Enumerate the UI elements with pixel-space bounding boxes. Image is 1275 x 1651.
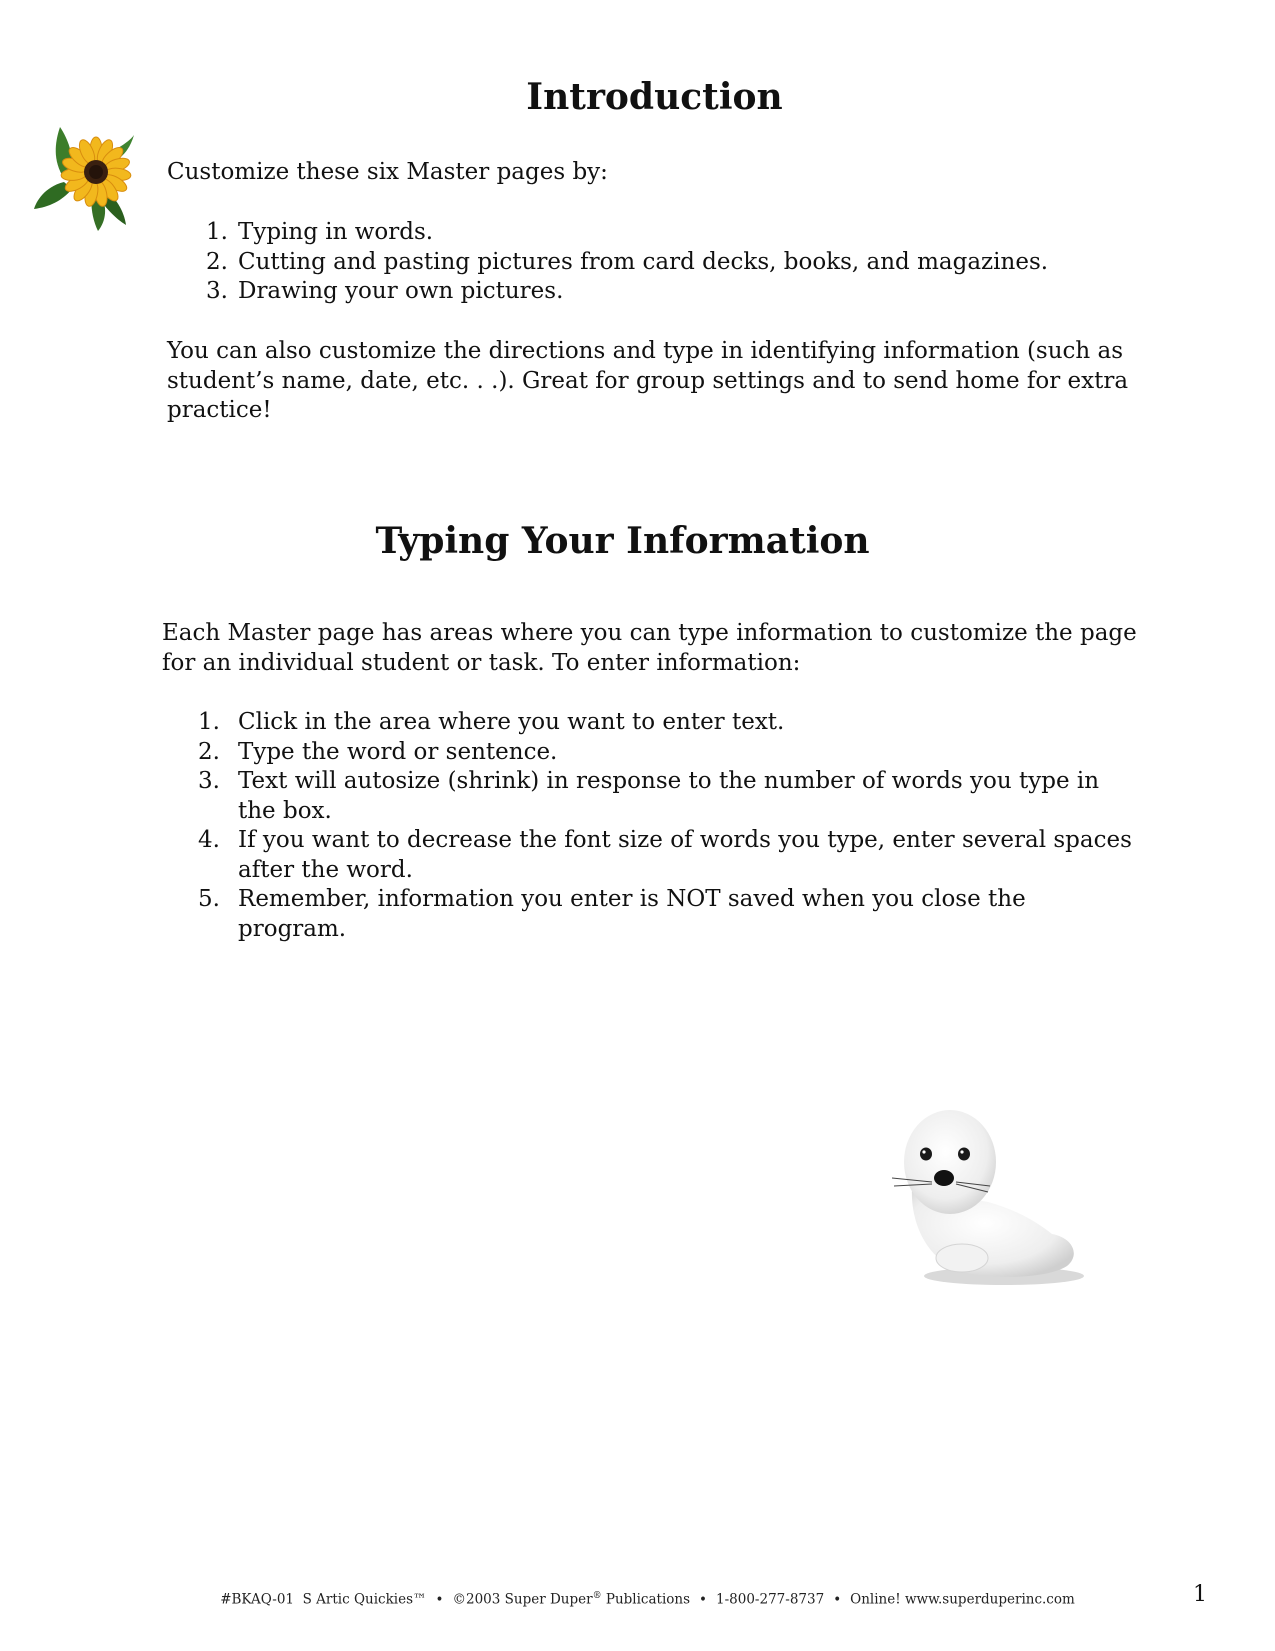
intro-list [198, 218, 1118, 307]
footer-copyright: ©2003 Super Duper [452, 1591, 593, 1608]
footer-publisher: Publications [605, 1591, 691, 1608]
list-item: 2. Cutting and pasting pictures from card decks, books, and magazines. [206, 248, 1049, 275]
seal-plush-image [892, 1098, 1092, 1288]
seal-head [904, 1110, 996, 1214]
list-item: 3. Drawing your own pictures. [206, 278, 564, 304]
sunflower-petals [61, 137, 132, 207]
typing-steps-list [190, 708, 1140, 944]
list-item: 2. Type the word or sentence. [198, 738, 558, 765]
introduction-heading: Introduction [526, 76, 783, 118]
seal-flipper [936, 1244, 988, 1272]
list-item: 4. If you want to decrease the font size of words you type, enter several spaces after the word. [198, 827, 1132, 883]
footer-phone: 1-800-277-8737 [716, 1591, 825, 1608]
footer-code: #BKAQ-01 [220, 1591, 295, 1608]
sunflower-image [34, 127, 140, 231]
typing-information-heading: Typing Your Information [375, 520, 870, 562]
seal-left-eye [920, 1148, 932, 1161]
seal-nose [934, 1170, 954, 1186]
list-item: 1. Typing in words. [206, 219, 434, 245]
list-item: 5. Remember, information you enter is NOT saved when you close the program. [198, 886, 1026, 942]
page-number: 1 [1193, 1582, 1207, 1607]
typing-body-text: Each Master page has areas where you can type information to customize the page for an individual student or task. To enter information: [162, 620, 1137, 676]
intro-body-text: You can also customize the directions and type in identifying information (such as student’s name, date, etc. . .). Great for group settings and to send home for extra practice! [167, 338, 1129, 423]
list-item: 3. Text will autosize (shrink) in response to the number of words you type in the box. [198, 768, 1100, 824]
page-footer: #BKAQ-01 S Artic Quickies™ • ©2003 Super Duper® Publications • 1-800-277-8737 • Online! www.superduperinc.com [220, 1591, 1075, 1608]
intro-lead-text: Customize these six Master pages by: [167, 159, 608, 185]
footer-online: Online! www.superduperinc.com [850, 1591, 1075, 1608]
list-item: 1. Click in the area where you want to enter text. [198, 709, 785, 735]
seal-right-eye [958, 1148, 970, 1161]
footer-product: S Artic Quickies™ [302, 1591, 427, 1608]
